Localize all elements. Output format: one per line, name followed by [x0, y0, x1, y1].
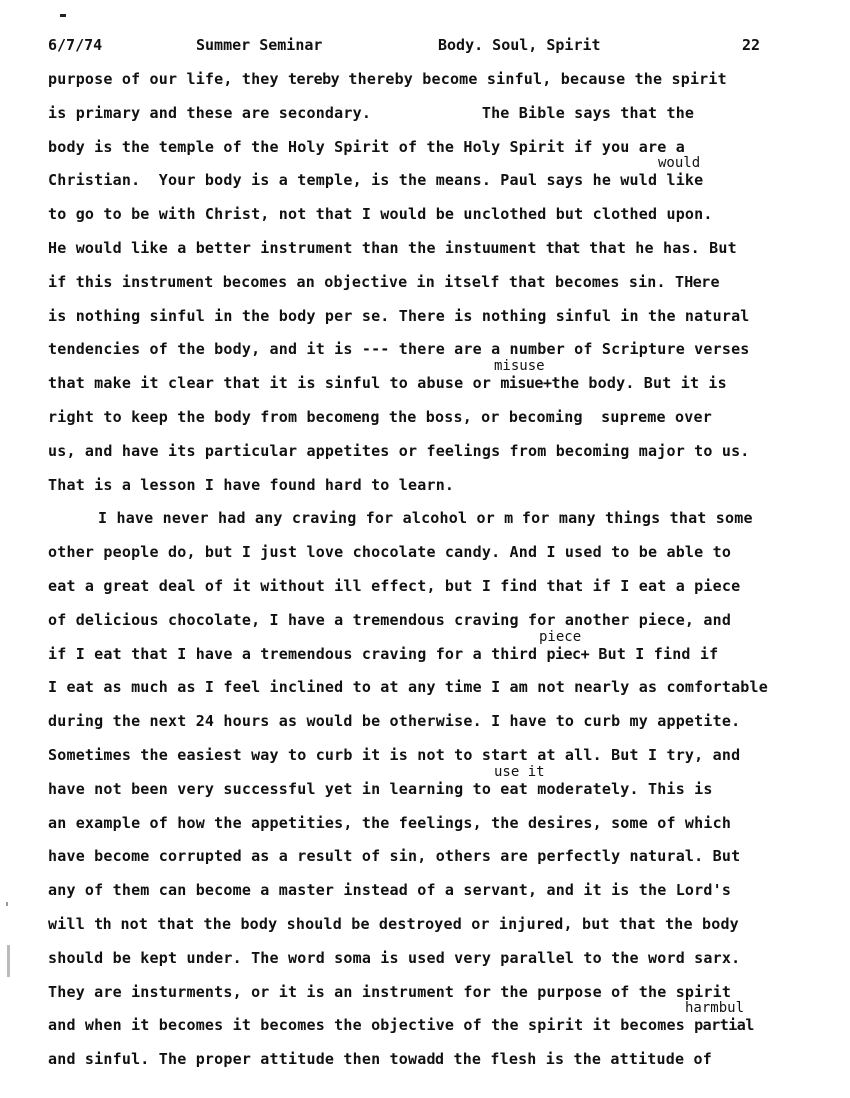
text-segment: They are insturments, or it is an instrument for the purpose of the spirit [48, 983, 732, 1001]
text-line [48, 70, 727, 88]
text-segment: He would like a better instrument than the inst [48, 239, 482, 257]
text-line [48, 104, 694, 122]
text-line [48, 408, 712, 426]
text-line [48, 340, 750, 358]
text-line [48, 847, 740, 865]
text-line [48, 1050, 712, 1068]
text-line [48, 983, 731, 1001]
header-title: Body. Soul, Spirit [438, 36, 601, 54]
text-line [48, 171, 703, 189]
text-segment: of delicious chocolate, I have a tremendous craving for another piece, and [48, 611, 732, 629]
text-line [48, 205, 713, 223]
text-segment: ng the boss, or becoming supreme over [361, 408, 712, 426]
text-segment: during the next 24 hours as would be otherwise. I have to curb my appetite. [48, 712, 741, 730]
text-segment: that he has. But [579, 239, 737, 257]
text-segment: any of them can become a master instead of a servant, and it is the Lord's [48, 881, 732, 899]
text-segment: That is a lesson I have found hard to learn. [48, 476, 455, 494]
text-line [48, 645, 718, 663]
text-line [48, 814, 731, 832]
interlinear-correction: use it [494, 764, 545, 780]
struck-text: misue+ [500, 374, 552, 392]
text-line [48, 746, 740, 764]
struck-text: tereby [288, 70, 340, 88]
text-segment: tendencies of the body, and it is --- there are a number of Scripture verses [48, 340, 750, 358]
text-segment: I eat as much as I feel inclined to at any time I am not nearly as comfortable [48, 678, 768, 696]
header-series: Summer Seminar [196, 36, 323, 54]
struck-text: t [149, 273, 159, 291]
text-line [48, 611, 731, 629]
struck-text: d [426, 1050, 435, 1068]
text-segment: d the flesh is the attitude of [435, 1050, 712, 1068]
text-segment: eat a great deal of it without ill effect, but I find that if I eat a piece [48, 577, 741, 595]
text-line [48, 1016, 754, 1034]
interlinear-correction: would [658, 155, 701, 171]
text-segment: us, and have its particular appetites or feelings from becoming major to us. [48, 442, 750, 460]
text-line [48, 780, 713, 798]
header-date: 6/7/74 [48, 36, 103, 54]
text-line [48, 476, 454, 494]
text-segment: if I eat that I have a tremendous craving for a third [48, 645, 547, 663]
text-segment: But I find if [589, 645, 719, 663]
page-number: 22 [742, 36, 761, 54]
text-segment: Christian. Your body is a temple, is the means. Paul says he wuld like [48, 171, 704, 189]
text-segment: other people do, but I just love chocolate candy. And I used to be able to [48, 543, 732, 561]
interlinear-correction: misuse [494, 358, 545, 374]
struck-text: partial [694, 1016, 754, 1034]
text-line [48, 442, 750, 460]
text-line [48, 239, 737, 257]
text-line [48, 881, 731, 899]
text-segment: will [48, 915, 95, 933]
text-line [48, 307, 750, 325]
text-segment: and sinful. The proper attitude then towa [48, 1050, 427, 1068]
text-segment: should be kept under. The word soma is used very parallel to the word sarx. [48, 949, 741, 967]
text-segment: body is the temple of the Holy Spirit of the Holy Spirit if you are a [48, 138, 685, 156]
text-segment: that make it clear that it is sinful to abuse or [48, 374, 501, 392]
scan-speck [7, 945, 10, 977]
struck-text: m [504, 509, 513, 527]
struck-text: u [481, 239, 491, 257]
text-line [48, 577, 740, 595]
text-line [48, 273, 720, 291]
text-line [48, 712, 740, 730]
text-segment: for many things that some [512, 509, 753, 527]
text-segment: not that the body should be destroyed or injured, but that the body [111, 915, 739, 933]
text-segment: and when it becomes it becomes the objective of the spirit it becomes [48, 1016, 695, 1034]
text-segment: an example of how the appetities, the feelings, the desires, some of which [48, 814, 732, 832]
scan-speck [6, 902, 8, 906]
interlinear-correction: piece [539, 629, 582, 645]
text-segment: to go to be with Christ, not that I would be unclothed but clothed upon. [48, 205, 713, 223]
text-segment: right to keep the body from becom [48, 408, 353, 426]
text-segment: purpose of our life, they [48, 70, 288, 88]
text-segment: rument becomes an objective in itself that becomes sin. T [158, 273, 685, 291]
text-segment: is nothing sinful in the body per se. There is nothing sinful in the natural [48, 307, 750, 325]
text-line [48, 543, 731, 561]
text-line [48, 374, 727, 392]
interlinear-correction: harmbul [685, 1000, 745, 1016]
text-segment: is primary and these are secondary. The Bible says that the [48, 104, 695, 122]
struck-text: e [352, 408, 362, 426]
text-segment: re [701, 273, 720, 291]
text-segment: if this ins [48, 273, 150, 291]
text-line [48, 949, 740, 967]
text-segment: Sometimes the easiest way to curb it is not to start at all. But I try, and [48, 746, 741, 764]
struck-text: th [94, 915, 112, 933]
text-segment: have become corrupted as a result of sin, others are perfectly natural. But [48, 847, 741, 865]
text-line [48, 678, 768, 696]
struck-text: piec+ [546, 645, 590, 663]
text-line [98, 509, 753, 527]
text-segment: thereby become sinful, because the spirit [339, 70, 727, 88]
struck-text: that [545, 239, 580, 257]
text-segment: have not been very successful yet in learning to eat moderately. This is [48, 780, 713, 798]
text-segment: I have never had any craving for alcohol or [98, 509, 505, 527]
text-line [48, 915, 739, 933]
text-line [48, 138, 685, 156]
stray-mark [60, 14, 66, 17]
text-segment: the body. But it is [551, 374, 727, 392]
struck-text: He [684, 273, 702, 291]
text-segment: ument [490, 239, 546, 257]
